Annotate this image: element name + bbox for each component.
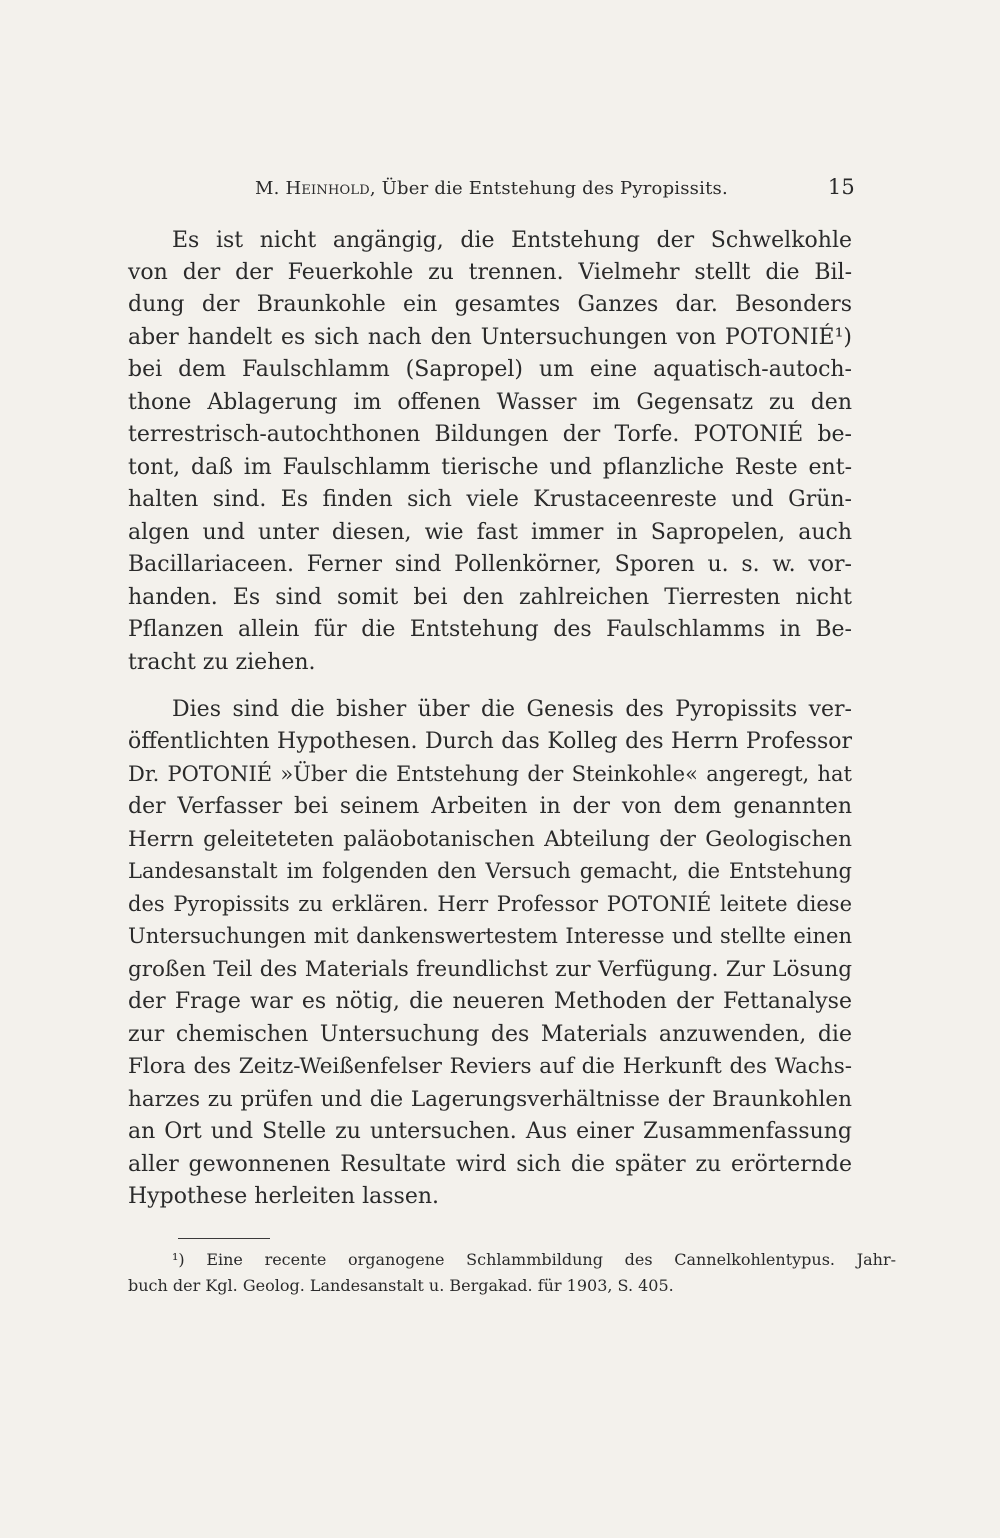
text-line: aller gewonnenen Resultate wird sich die später zu erörternde xyxy=(128,1152,852,1177)
text-line: halten sind. Es finden sich viele Krustaceenreste und Grün- xyxy=(128,487,852,512)
footnote-rule xyxy=(178,1238,270,1239)
text-line: Herrn geleiteteten paläobotanischen Abteilung der Geologischen xyxy=(128,827,852,852)
text-line: terrestrisch-autochthonen Bildungen der Torfe. POTONIÉ be- xyxy=(128,422,852,447)
text-line: zur chemischen Untersuchung des Materials anzuwenden, die xyxy=(128,1022,852,1047)
text-line: an Ort und Stelle zu untersuchen. Aus einer Zusammenfassung xyxy=(128,1119,852,1144)
text-line: Untersuchungen mit dankenswertestem Interesse und stellte einen xyxy=(128,924,852,948)
footnote-line: ¹) Eine recente organogene Schlammbildung des Cannelkohlentypus. Jahr- xyxy=(172,1250,896,1269)
footnote-line: buch der Kgl. Geolog. Landesanstalt u. Bergakad. für 1903, S. 405. xyxy=(128,1276,674,1295)
text-line: Pflanzen allein für die Entstehung des Faulschlamms in Be- xyxy=(128,617,852,642)
text-line: Landesanstalt im folgenden den Versuch gemacht, die Entstehung xyxy=(128,859,852,883)
text-line: aber handelt es sich nach den Untersuchungen von POTONIÉ¹) xyxy=(128,325,852,350)
header-title: Über die Entstehung des Pyropissits. xyxy=(381,178,728,199)
text-line: Dr. POTONIÉ »Über die Entstehung der Steinkohle« angeregt, hat xyxy=(128,762,852,786)
running-header xyxy=(255,175,855,208)
text-line: handen. Es sind somit bei den zahlreichen Tierresten nicht xyxy=(128,585,852,610)
text-line: großen Teil des Materials freundlichst zur Verfügung. Zur Lösung xyxy=(128,957,852,982)
text-line: tont, daß im Faulschlamm tierische und pflanzliche Reste ent- xyxy=(128,455,852,480)
text-line: des Pyropissits zu erklären. Herr Professor POTONIÉ leitete diese xyxy=(128,892,852,916)
text-line: öffentlichten Hypothesen. Durch das Kolleg des Herrn Professor xyxy=(128,729,852,754)
text-line: der Frage war es nötig, die neueren Methoden der Fettanalyse xyxy=(128,989,852,1014)
text-line: tracht zu ziehen. xyxy=(128,650,316,675)
text-line: Bacillariaceen. Ferner sind Pollenkörner, Sporen u. s. w. vor- xyxy=(128,552,852,577)
text-line: der Verfasser bei seinem Arbeiten in der von dem genannten xyxy=(128,794,852,819)
text-line: von der der Feuerkohle zu trennen. Vielmehr stellt die Bil- xyxy=(128,260,852,285)
text-line: Hypothese herleiten lassen. xyxy=(128,1184,440,1209)
text-line: thone Ablagerung im offenen Wasser im Gegensatz zu den xyxy=(128,390,852,415)
header-author: M. Heinhold, xyxy=(255,178,376,199)
page-number: 15 xyxy=(827,175,855,199)
text-line: Flora des Zeitz-Weißenfelser Reviers auf die Herkunft des Wachs- xyxy=(128,1054,852,1079)
text-line: harzes zu prüfen und die Lagerungsverhältnisse der Braunkohlen xyxy=(128,1087,852,1112)
text-line: Es ist nicht angängig, die Entstehung der Schwelkohle xyxy=(172,228,852,253)
text-line: algen und unter diesen, wie fast immer in Sapropelen, auch xyxy=(128,520,852,545)
text-line: dung der Braunkohle ein gesamtes Ganzes dar. Besonders xyxy=(128,292,852,317)
text-line: bei dem Faulschlamm (Sapropel) um eine aquatisch-autoch- xyxy=(128,357,852,382)
text-line: Dies sind die bisher über die Genesis des Pyropissits ver- xyxy=(172,697,852,722)
